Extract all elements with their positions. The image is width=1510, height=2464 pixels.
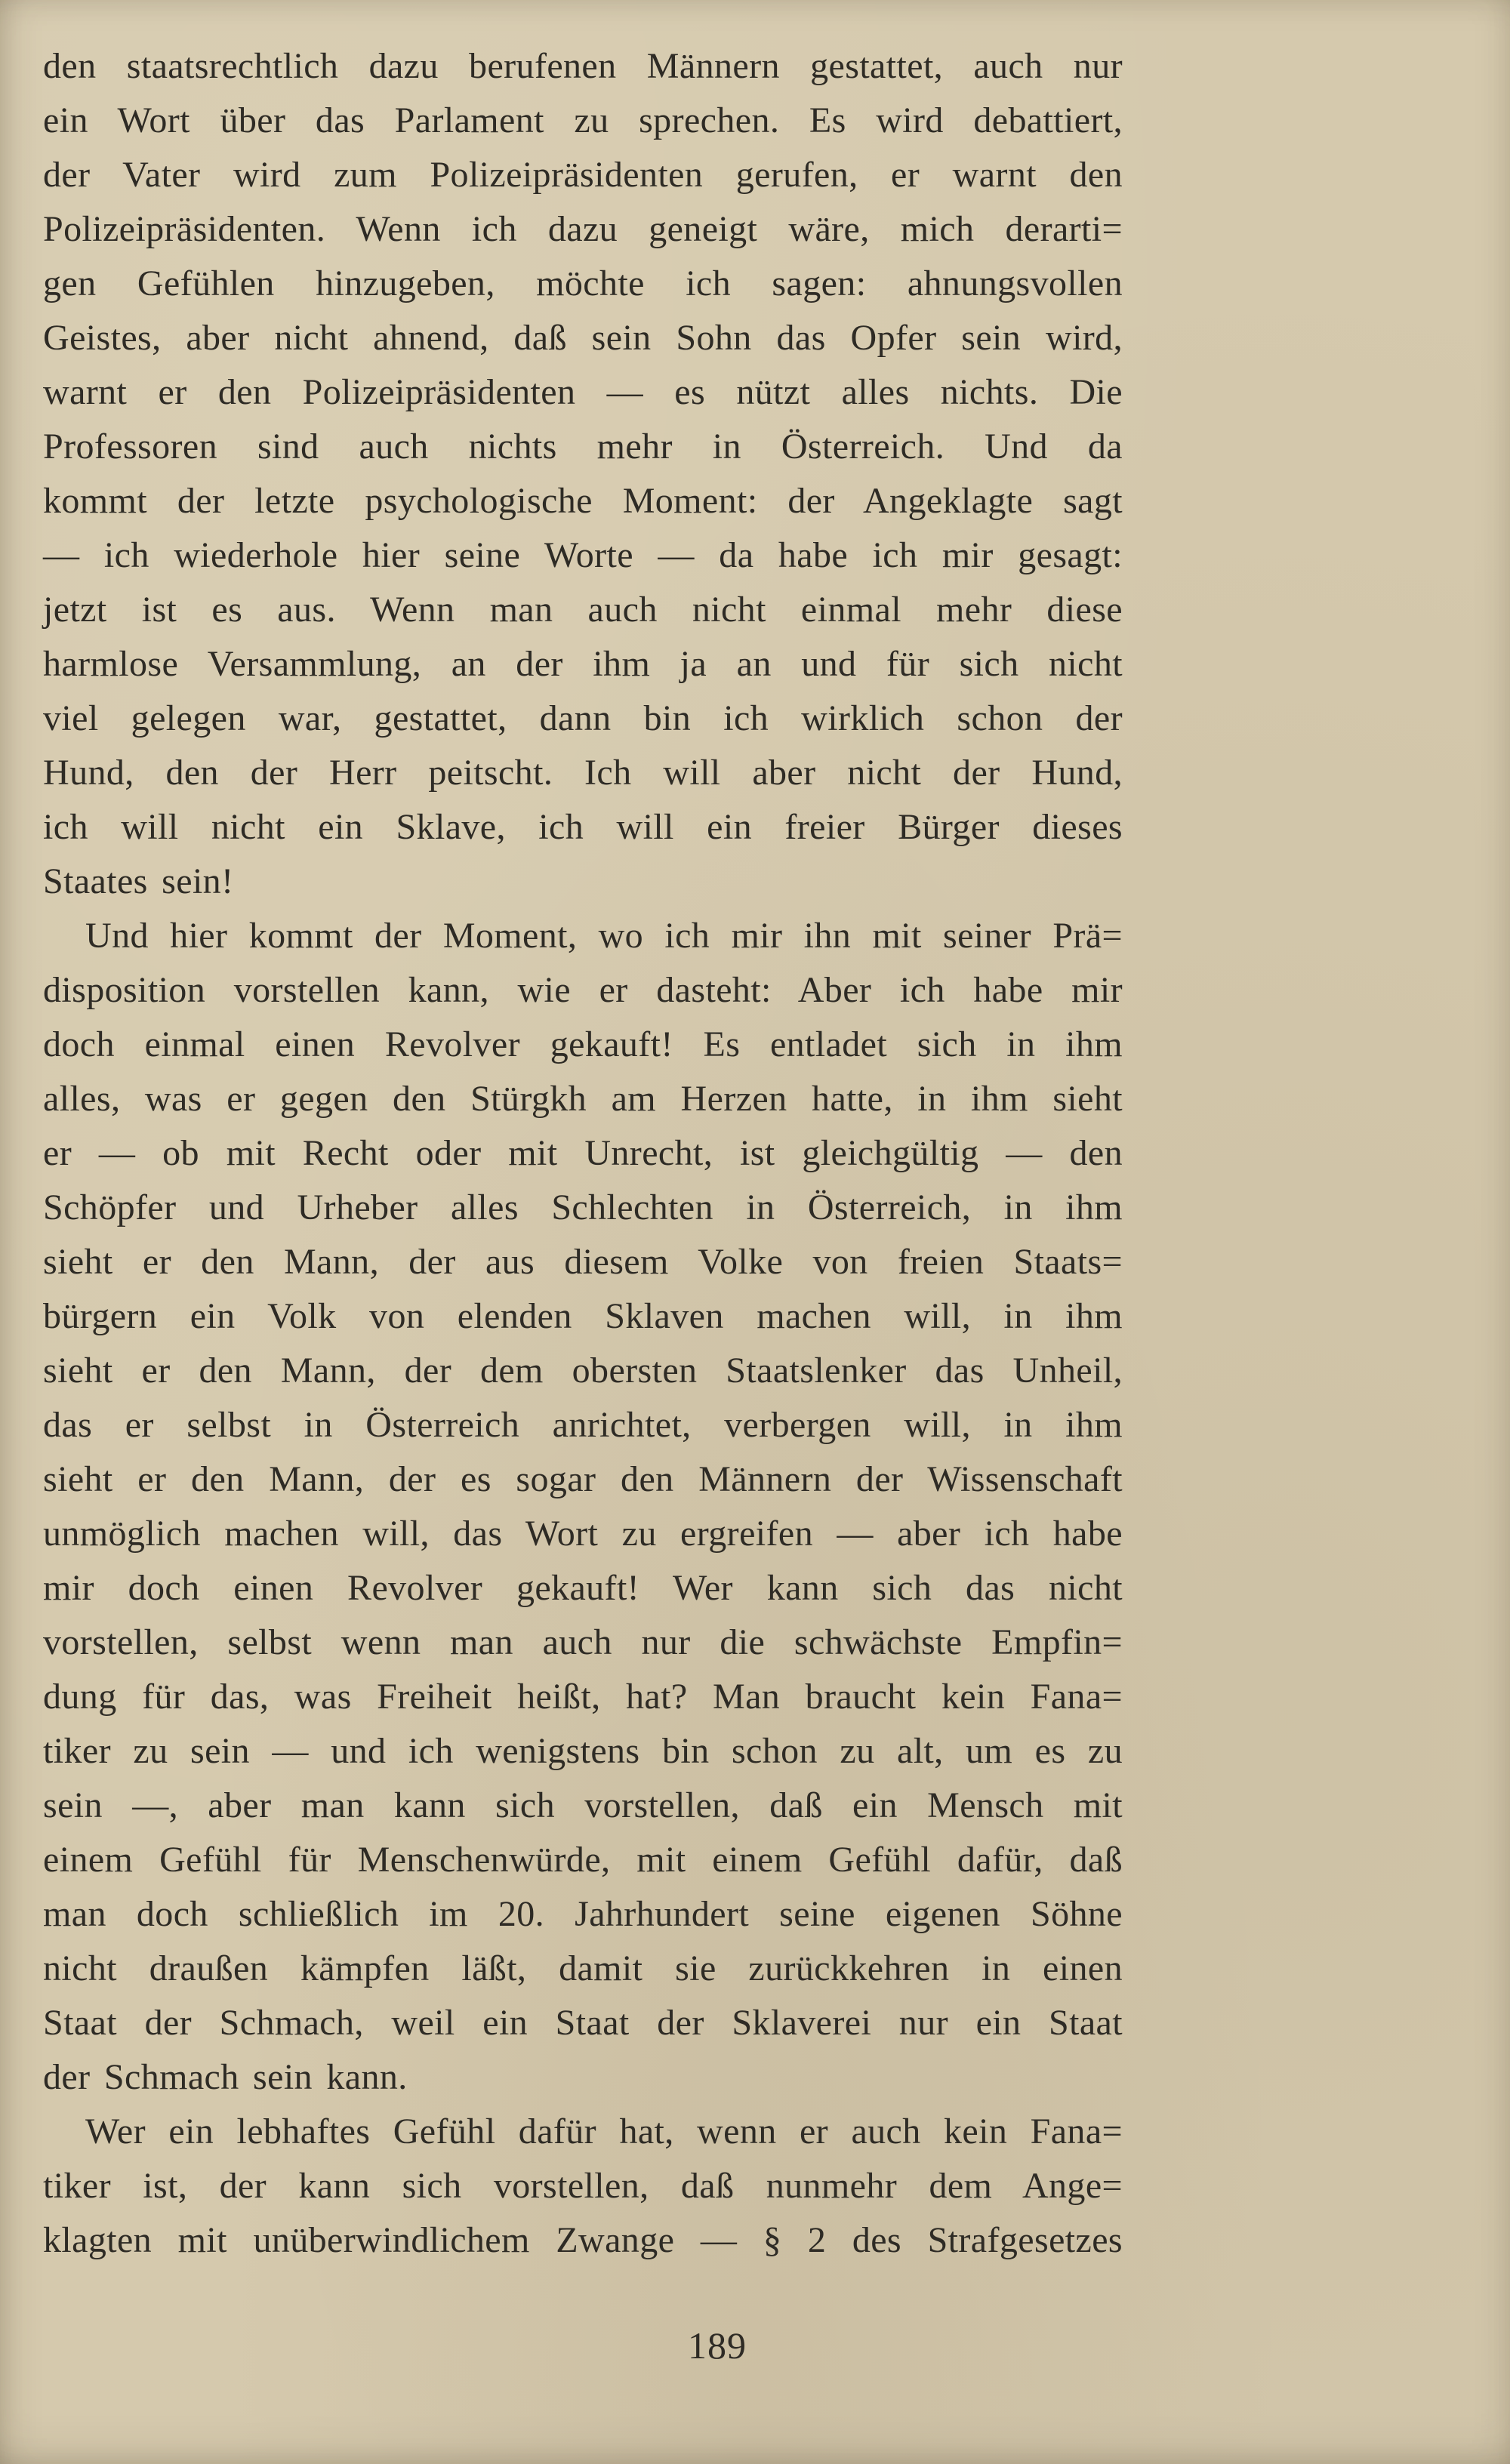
text-line: vorstellen, selbst wenn man auch nur die schwächste Empfin= [43, 1622, 1123, 1662]
text-line: — ich wiederhole hier seine Worte — da habe ich mir gesagt: [43, 535, 1123, 575]
text-line: harmlose Versammlung, an der ihm ja an und für sich nicht [43, 644, 1123, 684]
text-line: der Vater wird zum Polizeipräsidenten gerufen, er warnt den [43, 155, 1123, 195]
text-line: jetzt ist es aus. Wenn man auch nicht einmal mehr diese [43, 590, 1123, 630]
text-line: Und hier kommt der Moment, wo ich mir ihn mit seiner Prä= [85, 916, 1123, 956]
text-line: Staates sein! [43, 861, 234, 901]
text-line: viel gelegen war, gestattet, dann bin ich wirklich schon der [43, 698, 1123, 738]
text-line: das er selbst in Österreich anrichtet, verbergen will, in ihm [43, 1405, 1123, 1445]
text-line: nicht draußen kämpfen läßt, damit sie zurückkehren in einen [43, 1948, 1123, 1988]
text-line: ein Wort über das Parlament zu sprechen. Es wird debattiert, [43, 100, 1123, 140]
text-line: Hund, den der Herr peitscht. Ich will aber nicht der Hund, [43, 753, 1123, 793]
text-line: mir doch einen Revolver gekauft! Wer kann sich das nicht [43, 1568, 1123, 1608]
text-line: Polizeipräsidenten. Wenn ich dazu geneigt wäre, mich derarti= [43, 209, 1123, 249]
text-line: der Schmach sein kann. [43, 2057, 408, 2097]
page-number: 189 [688, 2324, 747, 2367]
text-line: er — ob mit Recht oder mit Unrecht, ist gleichgültig — den [43, 1133, 1123, 1173]
text-line: alles, was er gegen den Stürgkh am Herzen hatte, in ihm sieht [43, 1079, 1123, 1119]
text-line: unmöglich machen will, das Wort zu ergreifen — aber ich habe [43, 1514, 1123, 1554]
text-line: man doch schließlich im 20. Jahrhundert seine eigenen Söhne [43, 1894, 1123, 1934]
text-line: sieht er den Mann, der aus diesem Volke von freien Staats= [43, 1242, 1123, 1282]
text-line: Wer ein lebhaftes Gefühl dafür hat, wenn er auch kein Fana= [85, 2111, 1123, 2151]
text-line: Staat der Schmach, weil ein Staat der Sklaverei nur ein Staat [43, 2003, 1123, 2043]
text-line: ich will nicht ein Sklave, ich will ein freier Bürger dieses [43, 807, 1123, 847]
text-line: klagten mit unüberwindlichem Zwange — § 2 des Strafgesetzes [43, 2220, 1123, 2260]
text-line: Schöpfer und Urheber alles Schlechten in Österreich, in ihm [43, 1187, 1123, 1227]
text-line: sein —, aber man kann sich vorstellen, daß ein Mensch mit [43, 1785, 1123, 1825]
text-line: kommt der letzte psychologische Moment: der Angeklagte sagt [43, 481, 1123, 521]
text-line: dung für das, was Freiheit heißt, hat? Man braucht kein Fana= [43, 1677, 1123, 1717]
text-line: Geistes, aber nicht ahnend, daß sein Sohn das Opfer sein wird, [43, 318, 1123, 358]
text-line: disposition vorstellen kann, wie er dasteht: Aber ich habe mir [43, 970, 1123, 1010]
text-line: doch einmal einen Revolver gekauft! Es entladet sich in ihm [43, 1024, 1123, 1064]
text-line: sieht er den Mann, der es sogar den Männern der Wissenschaft [43, 1459, 1123, 1499]
text-line: den staatsrechtlich dazu berufenen Männern gestattet, auch nur [43, 46, 1123, 86]
text-line: gen Gefühlen hinzugeben, möchte ich sagen: ahnungsvollen [43, 263, 1123, 303]
text-line: bürgern ein Volk von elenden Sklaven machen will, in ihm [43, 1296, 1123, 1336]
text-line: warnt er den Polizeipräsidenten — es nützt alles nichts. Die [43, 372, 1123, 412]
text-line: sieht er den Mann, der dem obersten Staatslenker das Unheil, [43, 1351, 1123, 1391]
text-line: tiker zu sein — und ich wenigstens bin schon zu alt, um es zu [43, 1731, 1123, 1771]
text-block [43, 39, 1123, 2268]
text-line: Professoren sind auch nichts mehr in Österreich. Und da [43, 427, 1123, 467]
text-line: einem Gefühl für Menschenwürde, mit einem Gefühl dafür, daß [43, 1840, 1123, 1880]
text-line: tiker ist, der kann sich vorstellen, daß nunmehr dem Ange= [43, 2166, 1123, 2206]
